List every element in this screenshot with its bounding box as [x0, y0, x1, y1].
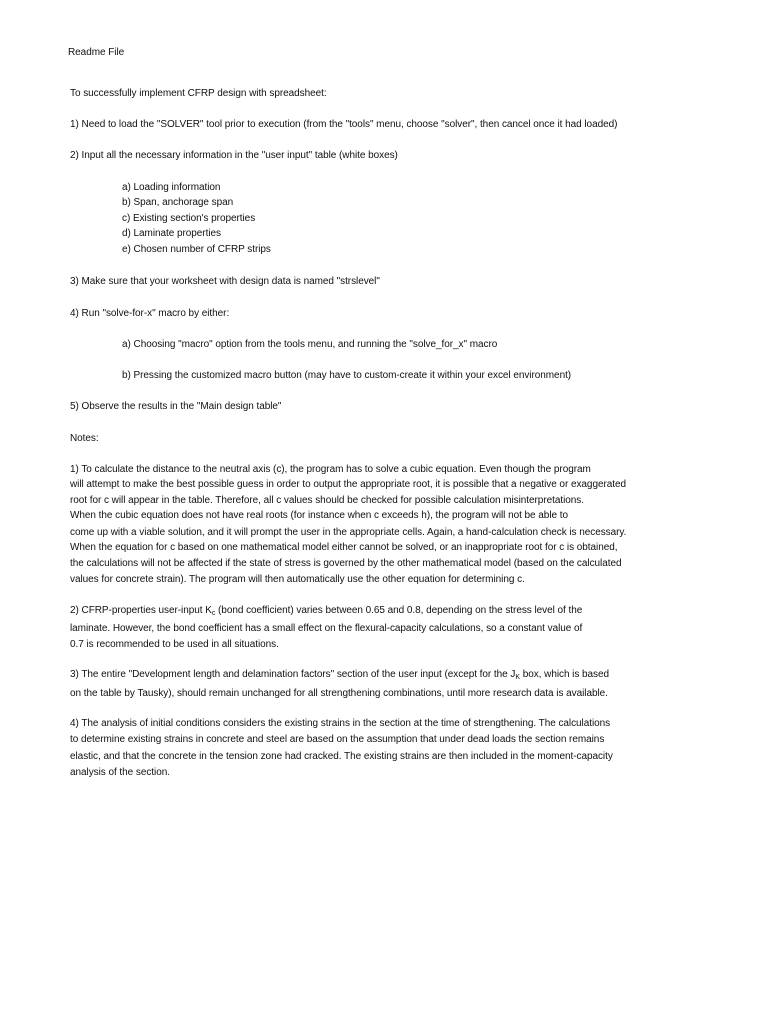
- step-2-item: e) Chosen number of CFRP strips: [122, 244, 271, 255]
- step-2: 2) Input all the necessary information in the "user input" table (white boxes): [70, 150, 398, 161]
- step-4-option-a: a) Choosing "macro" option from the tools menu, and running the "solve_for_x" macro: [122, 339, 498, 350]
- note-3-line-1: [70, 668, 609, 681]
- note-1-line: root for c will appear in the table. Therefore, all c values should be checked for possible calculation misinterpretations.: [70, 495, 584, 506]
- note-1-line: come up with a viable solution, and it will prompt the user in the appropriate cells. Again, a hand-calculation check is necessary.: [70, 527, 627, 538]
- note-2-line-1: [70, 604, 582, 617]
- note-1-line: values for concrete strain). The program will then automatically use the other equation for determining c.: [70, 574, 525, 585]
- note-2-line-3: 0.7 is recommended to be used in all situations.: [70, 639, 279, 650]
- note-2-text-before: 2) CFRP-properties user-input K: [70, 605, 212, 616]
- note-3-text-before: 3) The entire "Development length and delamination factors" section of the user input (except for the J: [70, 669, 516, 680]
- note-4-line: elastic, and that the concrete in the tension zone had cracked. The existing strains are then included in the moment-capacity: [70, 751, 613, 762]
- note-1-line: will attempt to make the best possible guess in order to output the appropriate root, it is possible that a negative or exaggerated: [70, 479, 627, 490]
- note-4-line: analysis of the section.: [70, 767, 170, 778]
- note-1-line: 1) To calculate the distance to the neutral axis (c), the program has to solve a cubic equation. Even though the program: [70, 464, 591, 475]
- notes-heading: Notes:: [70, 433, 99, 444]
- step-1: 1) Need to load the "SOLVER" tool prior to execution (from the "tools" menu, choose "solver", then cancel once it had loaded): [70, 119, 618, 130]
- note-3-text-after: box, which is based: [519, 669, 610, 680]
- note-1-line: the calculations will not be affected if the state of stress is governed by the other mathematical model (based on the calculated: [70, 558, 622, 569]
- note-1-line: When the equation for c based on one mathematical model either cannot be solved, or an inappropriate root for c is obtained,: [70, 542, 618, 553]
- step-5: 5) Observe the results in the "Main design table": [70, 401, 282, 412]
- note-3-line-2: on the table by Tausky), should remain unchanged for all strengthening combinations, until more research data is available.: [70, 688, 608, 699]
- step-4-option-b: b) Pressing the customized macro button (may have to custom-create it within your excel environment): [122, 370, 572, 381]
- note-4-line: 4) The analysis of initial conditions considers the existing strains in the section at the time of strengthening. The calculations: [70, 718, 611, 729]
- note-1-line: When the cubic equation does not have real roots (for instance when c exceeds h), the program will not be able to: [70, 510, 568, 521]
- step-2-item: b) Span, anchorage span: [122, 197, 234, 208]
- kc-subscript: c: [211, 610, 216, 617]
- step-2-item: a) Loading information: [122, 182, 221, 193]
- step-2-item: d) Laminate properties: [122, 228, 221, 239]
- jk-subscript: K: [515, 674, 520, 681]
- note-2-text-after: (bond coefficient) varies between 0.65 and 0.8, depending on the stress level of the: [215, 605, 583, 616]
- step-4: 4) Run "solve-for-x" macro by either:: [70, 308, 230, 319]
- step-3: 3) Make sure that your worksheet with design data is named "strslevel": [70, 276, 380, 287]
- step-2-item: c) Existing section's properties: [122, 213, 256, 224]
- note-4-line: to determine existing strains in concrete and steel are based on the assumption that under dead loads the section remains: [70, 734, 605, 745]
- intro-line: To successfully implement CFRP design with spreadsheet:: [70, 88, 327, 99]
- document-title: Readme File: [68, 47, 125, 58]
- note-2-line-2: laminate. However, the bond coefficient has a small effect on the flexural-capacity calculations, so a constant value of: [70, 623, 583, 634]
